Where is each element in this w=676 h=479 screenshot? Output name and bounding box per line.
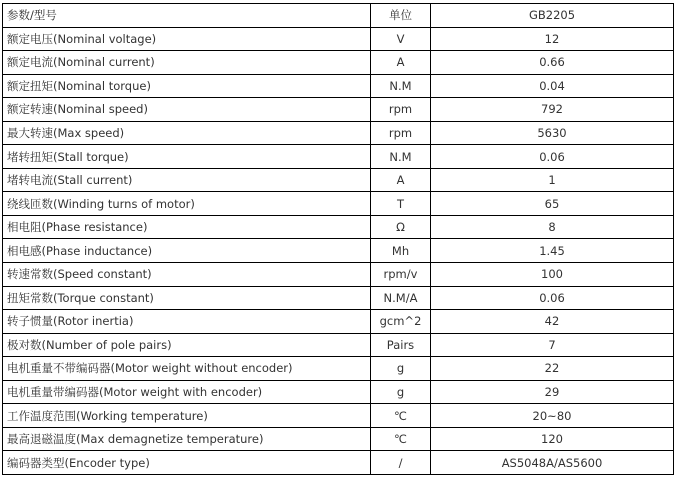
spec-row [3, 51, 674, 75]
unit-cell: g [371, 357, 431, 381]
unit-cell: A [371, 51, 431, 75]
value-cell: 12 [431, 27, 674, 51]
unit-cell: N.M [371, 145, 431, 169]
spec-row [3, 404, 674, 428]
value-cell: 0.66 [431, 51, 674, 75]
spec-row [3, 286, 674, 310]
value-cell: 120 [431, 427, 674, 451]
param-cell: 相电感(Phase inductance) [3, 239, 371, 263]
param-cell: 极对数(Number of pole pairs) [3, 333, 371, 357]
param-cell: 额定转速(Nominal speed) [3, 98, 371, 122]
unit-cell: rpm/v [371, 263, 431, 287]
unit-cell: N.M [371, 74, 431, 98]
spec-row [3, 357, 674, 381]
spec-row [3, 451, 674, 475]
param-cell: 堵转电流(Stall current) [3, 168, 371, 192]
value-cell: 20~80 [431, 404, 674, 428]
param-cell: 转速常数(Speed constant) [3, 263, 371, 287]
param-cell: 额定扭矩(Nominal torque) [3, 74, 371, 98]
value-cell: 7 [431, 333, 674, 357]
param-cell: 电机重量带编码器(Motor weight with encoder) [3, 380, 371, 404]
value-cell: GB2205 [431, 4, 674, 28]
spec-row [3, 333, 674, 357]
spec-row [3, 427, 674, 451]
spec-row [3, 192, 674, 216]
param-cell: 绕线匝数(Winding turns of motor) [3, 192, 371, 216]
value-cell: 1.45 [431, 239, 674, 263]
param-cell: 最高退磁温度(Max demagnetize temperature) [3, 427, 371, 451]
param-cell: 堵转扭矩(Stall torque) [3, 145, 371, 169]
unit-cell: T [371, 192, 431, 216]
spec-table-body [3, 4, 674, 475]
unit-cell: rpm [371, 121, 431, 145]
spec-row [3, 263, 674, 287]
param-cell: 工作温度范围(Working temperature) [3, 404, 371, 428]
motor-spec-table [2, 3, 674, 475]
spec-row [3, 98, 674, 122]
spec-row [3, 380, 674, 404]
value-cell: 8 [431, 215, 674, 239]
value-cell: 42 [431, 310, 674, 334]
value-cell: 22 [431, 357, 674, 381]
param-cell: 相电阻(Phase resistance) [3, 215, 371, 239]
unit-cell: rpm [371, 98, 431, 122]
value-cell: 65 [431, 192, 674, 216]
unit-cell: ℃ [371, 427, 431, 451]
unit-cell: V [371, 27, 431, 51]
unit-cell: gcm^2 [371, 310, 431, 334]
unit-cell: Mh [371, 239, 431, 263]
value-cell: AS5048A/AS5600 [431, 451, 674, 475]
value-cell: 0.06 [431, 145, 674, 169]
unit-cell: N.M/A [371, 286, 431, 310]
value-cell: 29 [431, 380, 674, 404]
value-cell: 0.04 [431, 74, 674, 98]
unit-cell: Ω [371, 215, 431, 239]
spec-row [3, 310, 674, 334]
param-cell: 额定电流(Nominal current) [3, 51, 371, 75]
spec-row [3, 145, 674, 169]
value-cell: 0.06 [431, 286, 674, 310]
unit-cell: ℃ [371, 404, 431, 428]
spec-row [3, 168, 674, 192]
param-cell: 电机重量不带编码器(Motor weight without encoder) [3, 357, 371, 381]
unit-cell: / [371, 451, 431, 475]
param-cell: 参数/型号 [3, 4, 371, 28]
param-cell: 额定电压(Nominal voltage) [3, 27, 371, 51]
unit-cell: 单位 [371, 4, 431, 28]
param-cell: 扭矩常数(Torque constant) [3, 286, 371, 310]
spec-row [3, 27, 674, 51]
header-row [3, 4, 674, 28]
param-cell: 编码器类型(Encoder type) [3, 451, 371, 475]
value-cell: 1 [431, 168, 674, 192]
param-cell: 最大转速(Max speed) [3, 121, 371, 145]
spec-row [3, 215, 674, 239]
unit-cell: A [371, 168, 431, 192]
value-cell: 100 [431, 263, 674, 287]
spec-row [3, 239, 674, 263]
unit-cell: Pairs [371, 333, 431, 357]
value-cell: 792 [431, 98, 674, 122]
param-cell: 转子惯量(Rotor inertia) [3, 310, 371, 334]
value-cell: 5630 [431, 121, 674, 145]
spec-row [3, 74, 674, 98]
unit-cell: g [371, 380, 431, 404]
spec-row [3, 121, 674, 145]
